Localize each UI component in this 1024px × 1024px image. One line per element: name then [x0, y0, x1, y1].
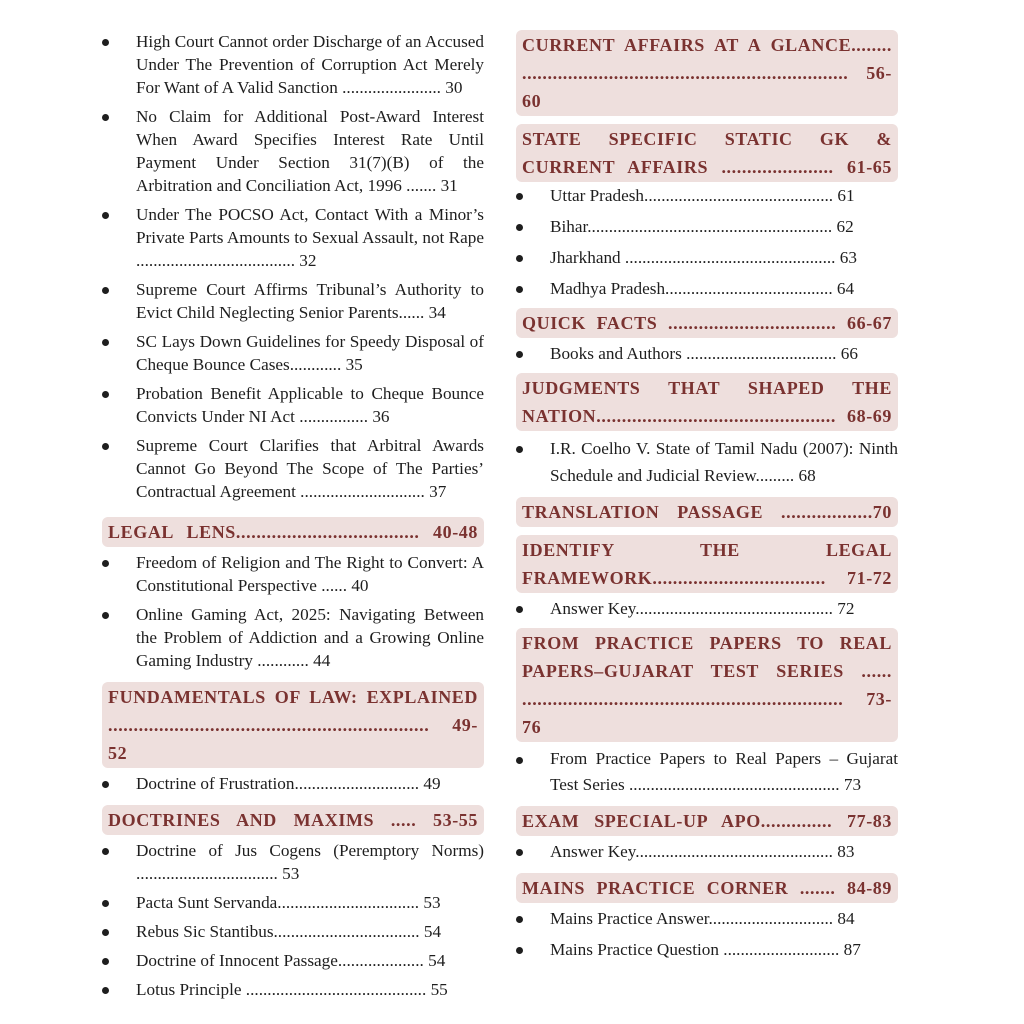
toc-entry[interactable]: Mains Practice Answer............................. 84 — [516, 907, 898, 930]
toc-entry[interactable]: Freedom of Religion and The Right to Convert: A Constitutional Perspective ...... 40 — [102, 551, 484, 597]
toc-entry[interactable]: Bihar......................................................... 62 — [516, 215, 898, 238]
section-heading-exam-special[interactable]: EXAM SPECIAL-UP APO.............. 77-83 — [516, 806, 898, 836]
bullet-icon — [102, 560, 109, 567]
section-heading-practice-papers[interactable]: FROM PRACTICE PAPERS TO REAL PAPERS–GUJARAT TEST SERIES ...... ............................................................... 73-76 — [516, 628, 898, 742]
toc-entry[interactable]: Pacta Sunt Servanda................................. 53 — [102, 891, 484, 914]
bullet-icon — [516, 446, 523, 453]
toc-entry[interactable]: From Practice Papers to Real Papers – Gujarat Test Series ................................................. 73 — [516, 746, 898, 798]
bullet-icon — [102, 848, 109, 855]
bullet-icon — [102, 443, 109, 450]
toc-entry[interactable]: Doctrine of Frustration............................. 49 — [102, 772, 484, 795]
toc-entry[interactable]: Lotus Principle .......................................... 55 — [102, 978, 484, 1001]
section-heading-doctrines-and-maxims[interactable]: DOCTRINES AND MAXIMS ..... 53-55 — [102, 805, 484, 835]
bullet-icon — [102, 781, 109, 788]
bullet-icon — [516, 916, 523, 923]
bullet-icon — [516, 849, 523, 856]
section-heading-current-affairs[interactable]: CURRENT AFFAIRS AT A GLANCE........ ................................................................ 56-60 — [516, 30, 898, 116]
bullet-icon — [516, 193, 523, 200]
bullet-icon — [102, 900, 109, 907]
toc-entry[interactable]: Doctrine of Innocent Passage.................... 54 — [102, 949, 484, 972]
toc-entry[interactable]: Madhya Pradesh....................................... 64 — [516, 277, 898, 300]
toc-entry[interactable]: Doctrine of Jus Cogens (Peremptory Norms) ................................. 53 — [102, 839, 484, 885]
bullet-icon — [516, 757, 523, 764]
toc-entry[interactable]: Supreme Court Affirms Tribunal’s Authority to Evict Child Neglecting Senior Parents...... 34 — [102, 278, 484, 324]
toc-entry[interactable]: Books and Authors ................................... 66 — [516, 342, 898, 365]
bullet-icon — [516, 255, 523, 262]
toc-entry[interactable]: Probation Benefit Applicable to Cheque Bounce Convicts Under NI Act ................ 36 — [102, 382, 484, 428]
toc-entry[interactable]: Under The POCSO Act, Contact With a Minor’s Private Parts Amounts to Sexual Assault, not Rape ..................................... 32 — [102, 203, 484, 272]
section-heading-judgments[interactable]: JUDGMENTS THAT SHAPED THE NATION............................................... 68-69 — [516, 373, 898, 431]
section-heading-translation-passage[interactable]: TRANSLATION PASSAGE ..................70 — [516, 497, 898, 527]
toc-entry[interactable]: Mains Practice Question ........................... 87 — [516, 938, 898, 961]
section-heading-fundamentals-of-law[interactable]: FUNDAMENTALS OF LAW: EXPLAINED ............................................................... 49-52 — [102, 682, 484, 768]
bullet-icon — [102, 287, 109, 294]
toc-right-column — [516, 30, 898, 961]
toc-entry[interactable]: SC Lays Down Guidelines for Speedy Disposal of Cheque Bounce Cases............ 35 — [102, 330, 484, 376]
toc-entry[interactable]: No Claim for Additional Post-Award Interest When Award Specifies Interest Rate Until Payment Under Section 31(7)(B) of the Arbitration and Conciliation Act, 1996 ....... 31 — [102, 105, 484, 197]
toc-entry[interactable]: Answer Key.............................................. 72 — [516, 597, 898, 620]
toc-entry[interactable]: Rebus Sic Stantibus.................................. 54 — [102, 920, 484, 943]
bullet-icon — [102, 212, 109, 219]
bullet-icon — [102, 987, 109, 994]
section-heading-mains-practice[interactable]: MAINS PRACTICE CORNER ....... 84-89 — [516, 873, 898, 903]
bullet-icon — [102, 339, 109, 346]
toc-entry[interactable]: Online Gaming Act, 2025: Navigating Between the Problem of Addiction and a Growing Online Gaming Industry ............ 44 — [102, 603, 484, 672]
bullet-icon — [102, 391, 109, 398]
bullet-icon — [516, 224, 523, 231]
section-heading-identify-legal-framework[interactable]: IDENTIFY THE LEGAL FRAMEWORK.................................. 71-72 — [516, 535, 898, 593]
bullet-icon — [102, 114, 109, 121]
bullet-icon — [102, 612, 109, 619]
toc-entry[interactable]: Jharkhand ................................................. 63 — [516, 246, 898, 269]
toc-left-column — [102, 30, 484, 1001]
section-heading-state-specific[interactable]: STATE SPECIFIC STATIC GK & CURRENT AFFAIRS ...................... 61-65 — [516, 124, 898, 182]
toc-entry[interactable]: Supreme Court Clarifies that Arbitral Awards Cannot Go Beyond The Scope of The Parties’ Contractual Agreement ............................. 37 — [102, 434, 484, 503]
section-heading-quick-facts[interactable]: QUICK FACTS ................................. 66-67 — [516, 308, 898, 338]
bullet-icon — [102, 958, 109, 965]
bullet-icon — [516, 606, 523, 613]
section-heading-legal-lens[interactable]: LEGAL LENS.................................... 40-48 — [102, 517, 484, 547]
bullet-icon — [102, 39, 109, 46]
toc-entry[interactable]: Answer Key.............................................. 83 — [516, 840, 898, 863]
toc-entry[interactable]: High Court Cannot order Discharge of an Accused Under The Prevention of Corruption Act Merely For Want of A Valid Sanction ....................... 30 — [102, 30, 484, 99]
toc-entry[interactable]: Uttar Pradesh............................................ 61 — [516, 184, 898, 207]
bullet-icon — [102, 929, 109, 936]
bullet-icon — [516, 286, 523, 293]
bullet-icon — [516, 947, 523, 954]
bullet-icon — [516, 351, 523, 358]
toc-entry[interactable]: I.R. Coelho V. State of Tamil Nadu (2007): Ninth Schedule and Judicial Review......... 68 — [516, 435, 898, 489]
